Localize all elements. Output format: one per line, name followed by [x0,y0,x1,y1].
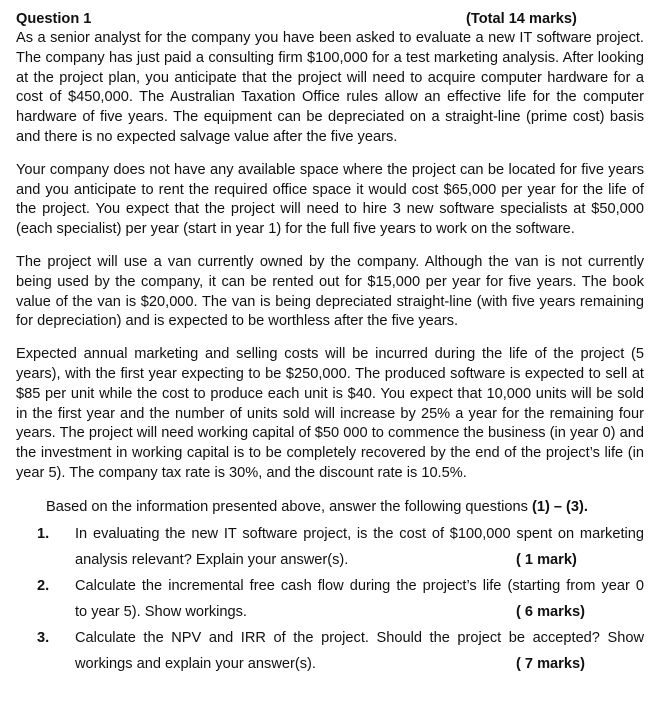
question-number: 2. [37,577,50,594]
question-marks: ( 1 mark) [516,551,577,568]
question-text-line1: Calculate the incremental free cash flow during the project’s life (starting from year 0 [75,577,644,594]
question-item-1 [16,521,644,573]
question-item-3 [16,625,644,677]
question-text-line1: In evaluating the new IT software project, is the cost of $100,000 spent on marketing [75,525,644,542]
questions-intro [46,497,644,517]
total-marks: (Total 14 marks) [466,11,577,27]
question-document [16,9,644,677]
question-text-line1: Calculate the NPV and IRR of the project. Should the project be accepted? Show [75,629,644,646]
question-text-line2: to year 5). Show workings. [75,603,247,620]
paragraph-office-and-staff: Your company does not have any available space where the project can be located for five years and you anticipate to rent the required office space it would cost $65,000 per year for the life of the project. You expect that the project will need to hire 3 new software specialists at $50,000 (each specialist) per year (start in year 1) for the full five years to work on the software. [16,161,644,238]
question-number: 1. [37,525,50,542]
question-text-line2: workings and explain your answer(s). [75,655,316,672]
question-marks: ( 6 marks) [516,603,585,620]
intro-range: (1) – (3) [531,498,584,515]
intro-end: . [583,498,588,515]
paragraph-project-overview: As a senior analyst for the company you have been asked to evaluate a new IT software project. The company has just paid a consulting firm $100,000 for a test marketing analysis. After looking at the project plan, you anticipate that the project will need to acquire computer hardware for a cost of $450,000. The Australian Taxation Office rules allow an effective life for the computer hardware of five years. The equipment can be depreciated on a straight-line (prime cost) basis and there is no expected salvage value after the five years. [16,30,644,145]
paragraph-van: The project will use a van currently owned by the company. Although the van is not currently being used by the company, it can be rented out for $15,000 per year for five years. The book value of the van is $20,000. The van is being depreciated straight-line (with five years remaining for depreciation) and is expected to be worthless after the five years. [16,253,644,330]
question-number: 3. [37,629,50,646]
question-marks: ( 7 marks) [516,655,585,672]
intro-text: Based on the information presented above, answer the following questions [46,498,532,515]
question-item-2 [16,573,644,625]
paragraph-marketing-and-sales: Expected annual marketing and selling costs will be incurred during the life of the project (5 years), with the first year expecting to be $250,000. The produced software is expected to sell at $85 per unit while the cost to produce each unit is $40. You expect that 10,000 units will be sold in the first year and the number of units sold will increase by 25% a year for the remaining four years. The project will need working capital of $50 000 to commence the business (in year 0) and the investment in working capital is to be completely recovered by the end of the project’s life (in year 5). The company tax rate is 30%, and the discount rate is 10.5%. [16,346,644,481]
question-header [16,9,644,29]
question-title: Question 1 [16,11,92,27]
question-text-line2: analysis relevant? Explain your answer(s). [75,551,349,568]
